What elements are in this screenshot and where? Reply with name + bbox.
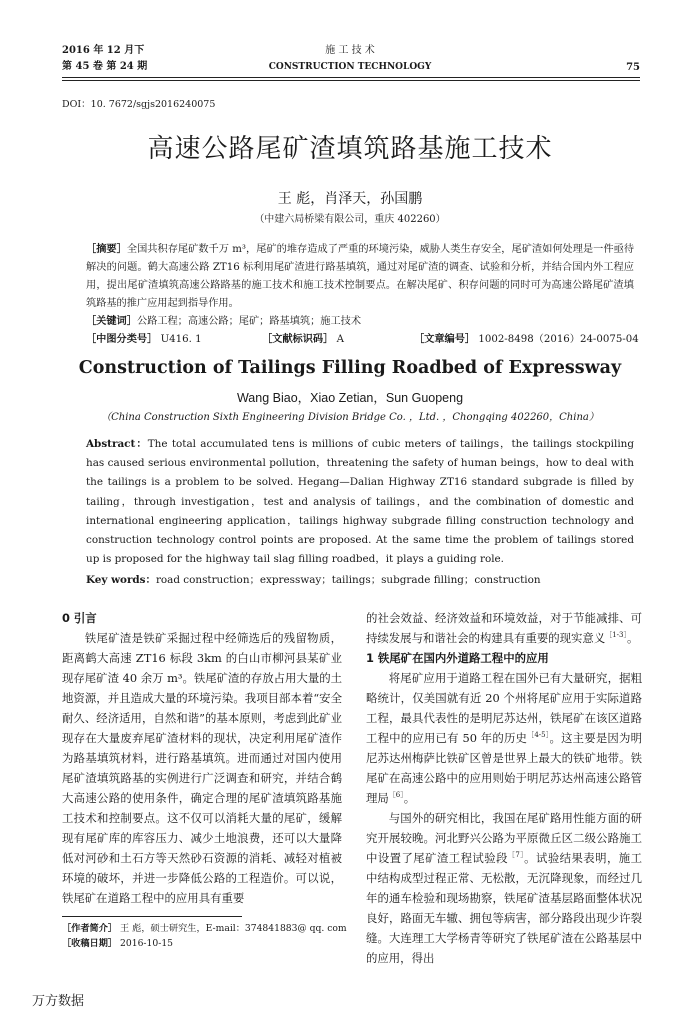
affiliation-cn: （中建六局桥梁有限公司，重庆 402260）	[254, 214, 446, 225]
footnote-received-label: ［收稿日期］	[62, 938, 118, 949]
doi: DOI：10. 7672/sgjs2016240075	[62, 99, 216, 110]
page-number: 75	[626, 62, 640, 73]
header-rule-top	[62, 77, 640, 78]
abstract-en	[86, 435, 634, 569]
abstract-cn-text: 全国共积存尾矿数千万 m³，尾矿的堆存造成了严重的环境污染，威胁人类生存安全，尾矿渣如何处理是一件亟待解决的问题。鹤大高速公路 ZT16 标利用尾矿渣进行路基填筑，通过对尾矿渣的调查、试验和分析，并结合国内外工程应用，提出尾矿渣填筑高速公路路基的施工技术和施工技术控制要点。在解决尾矿、积存问题的同时可为高速公路尾矿渣填筑路基的推广应用起到指导作用。	[86, 244, 635, 309]
doc-code-label: ［文献标识码］	[262, 333, 334, 345]
abstract-cn-label: ［摘要］	[86, 243, 127, 255]
keywords-en-label: Key words：	[86, 574, 156, 586]
affiliation-en: （China Construction Sixth Engineering Division Bridge Co. ，Ltd. ，Chongqing 402260，China）	[101, 412, 599, 423]
footnote-author	[62, 922, 347, 936]
s1p1-text-b: 。这主要是因为明尼苏达州梅萨比铁矿区曾是世界上最大的铁矿地带。铁尾矿在高速公路中的应用则始于明尼苏达州高速公路管理局	[366, 731, 642, 805]
keywords-cn-text: 公路工程；高速公路；尾矿；路基填筑；施工技术	[136, 316, 362, 327]
citation-4-5: ［4-5］	[527, 731, 550, 740]
abstract-en-label: Abstract：	[86, 438, 148, 450]
footnote-received-text: 2016-10-15	[120, 938, 174, 949]
citation-1-3: ［1-3］	[605, 631, 627, 640]
title-en: Construction of Tailings Filling Roadbed of Expressway	[78, 358, 622, 378]
keywords-cn-label: ［关键词］	[86, 315, 137, 327]
footnote-author-label: ［作者简介］	[62, 923, 118, 934]
authors-cn: 王 彪，肖泽天，孙国鹏	[277, 191, 423, 207]
section-1-paragraph-1: 将尾矿应用于道路工程在国外已有大量研究，据粗略统计，仅美国就有近 20 个州将尾矿应用于实际道路工程，最具代表性的是明尼苏达州，铁尾矿在该区道路工程中的应用已有 50 年的历史$^{[4-5]}$。这主要是因为明尼苏达州梅萨比铁矿区曾是世界上最大的铁矿地带。铁尾矿在高速公路中的应用则始于明尼苏达州高速公路管理局$^{[6]}$。	[366, 671, 642, 805]
footnote-rule	[62, 916, 242, 917]
classification-row	[86, 330, 639, 348]
section-1-heading: 1 铁尾矿在国内外道路工程中的应用	[366, 651, 549, 665]
doc-code-value: A	[336, 334, 344, 345]
article-no-value: 1002-8498（2016）24-0075-04	[478, 334, 639, 345]
continuation-text: 的社会效益、经济效益和环境效益，对于节能减排、可持续发展与和谐社会的构建具有重要的现实意义	[366, 611, 642, 645]
right-column	[366, 608, 642, 968]
issue-date: 2016 年 12 月下	[62, 45, 145, 56]
s1p2-text-a: 与国外的研究相比，我国在尾矿路用性能方面的研究开展较晚。河北野兴公路为平原微丘区二级公路施工中设置了尾矿渣工程试验段	[366, 811, 642, 865]
journal-name-en: CONSTRUCTION TECHNOLOGY	[268, 62, 432, 72]
keywords-en-text: road construction；expressway；tailings；subgrade filling；construction	[155, 574, 541, 586]
clc-value: U416. 1	[160, 334, 202, 345]
footnote-author-text: 王 彪，硕士研究生，E-mail：374841883@ qq. com	[120, 923, 347, 934]
title-cn: 高速公路尾矿渣填筑路基施工技术	[147, 134, 553, 164]
abstract-cn	[86, 240, 634, 313]
keywords-en	[86, 571, 634, 590]
left-column	[62, 608, 342, 908]
header-rule-bottom	[62, 80, 640, 81]
s1p1-text-a: 将尾矿应用于道路工程在国外已有大量研究，据粗略统计，仅美国就有近 20 个州将尾矿应用于实际道路工程，最具代表性的是明尼苏达州，铁尾矿在该区道路工程中的应用已有 50 年的历史	[366, 671, 642, 745]
right-continuation: 的社会效益、经济效益和环境效益，对于节能减排、可持续发展与和谐社会的构建具有重要的现实意义$^{[1-3]}$。	[366, 611, 642, 645]
journal-name-cn: 施 工 技 术	[325, 45, 375, 56]
footnote-received	[62, 937, 347, 951]
section-1-paragraph-2	[366, 808, 642, 968]
section-0-heading: 0 引言	[62, 611, 97, 625]
article-no-label: ［文章编号］	[414, 333, 476, 345]
citation-7: ［7］	[507, 851, 525, 860]
authors-en: Wang Biao，Xiao Zetian，Sun Guopeng	[236, 391, 464, 405]
citation-6: ［6］	[388, 791, 404, 800]
keywords-cn	[86, 312, 634, 331]
section-0-paragraph: 铁尾矿渣是铁矿采掘过程中经筛选后的残留物质，距离鹤大高速 ZT16 标段 3km 的白山市柳河县某矿业现存尾矿渣 40 余万 m³。铁尾矿渣的存放占用大量的土地资源，并且造成大量的环境污染。我项目部本着“安全耐久、经济适用，自然和谐”的基本原则，考虑到此矿业现存在大量废弃尾矿渣材料的现状，决定利用尾矿渣作为路基填筑材料，进行路基填筑。进而通过对国内使用尾矿渣填筑路基的实例进行广泛调查和研究，并结合鹤大高速公路的使用条件，确定合理的尾矿渣填筑路基施工技术和控制要点。这不仅可以消耗大量的尾矿，缓解现有尾矿库的库容压力、减少土地浪费，还可以大量降低对河砂和土石方等天然砂石资源的消耗、减轻对植被环境的破坏，并进一步降低公路的工程造价。可以说，铁尾矿在道路工程中的应用具有重要	[62, 631, 342, 905]
clc-label: ［中图分类号］	[86, 333, 158, 345]
s1p2-text-b: 。试验结果表明，施工中结构成型过程正常、无松散，无沉降现象，而经过几年的通车检验和现场勘察，铁尾矿渣基层路面整体状况良好，路面无车辙、拥包等病害，部分路段出现少许裂缝。大连理工大学杨青等研究了铁尾矿渣在公路基层中的应用，得出	[366, 851, 642, 965]
volume-issue: 第 45 卷 第 24 期	[62, 61, 148, 72]
abstract-en-text: The total accumulated tens is millions of cubic meters of tailings，the tailings stockpiling has caused serious environmental pollution，threatening the safety of human beings，how to deal with the tailings is a problem to be solved. Hegang—Dalian Highway ZT16 standard subgrade is filled by tailing，through investigation，test and analysis of tailings，and the combination of domestic and international engineering application，tailings highway subgrade filling construction technology and construction technology control points are proposed. At the same time the problem of tailings stored up is proposed for the highway tail slag filling roadbed，it plays a guiding role.	[86, 438, 634, 566]
watermark: 万方数据	[32, 994, 85, 1009]
